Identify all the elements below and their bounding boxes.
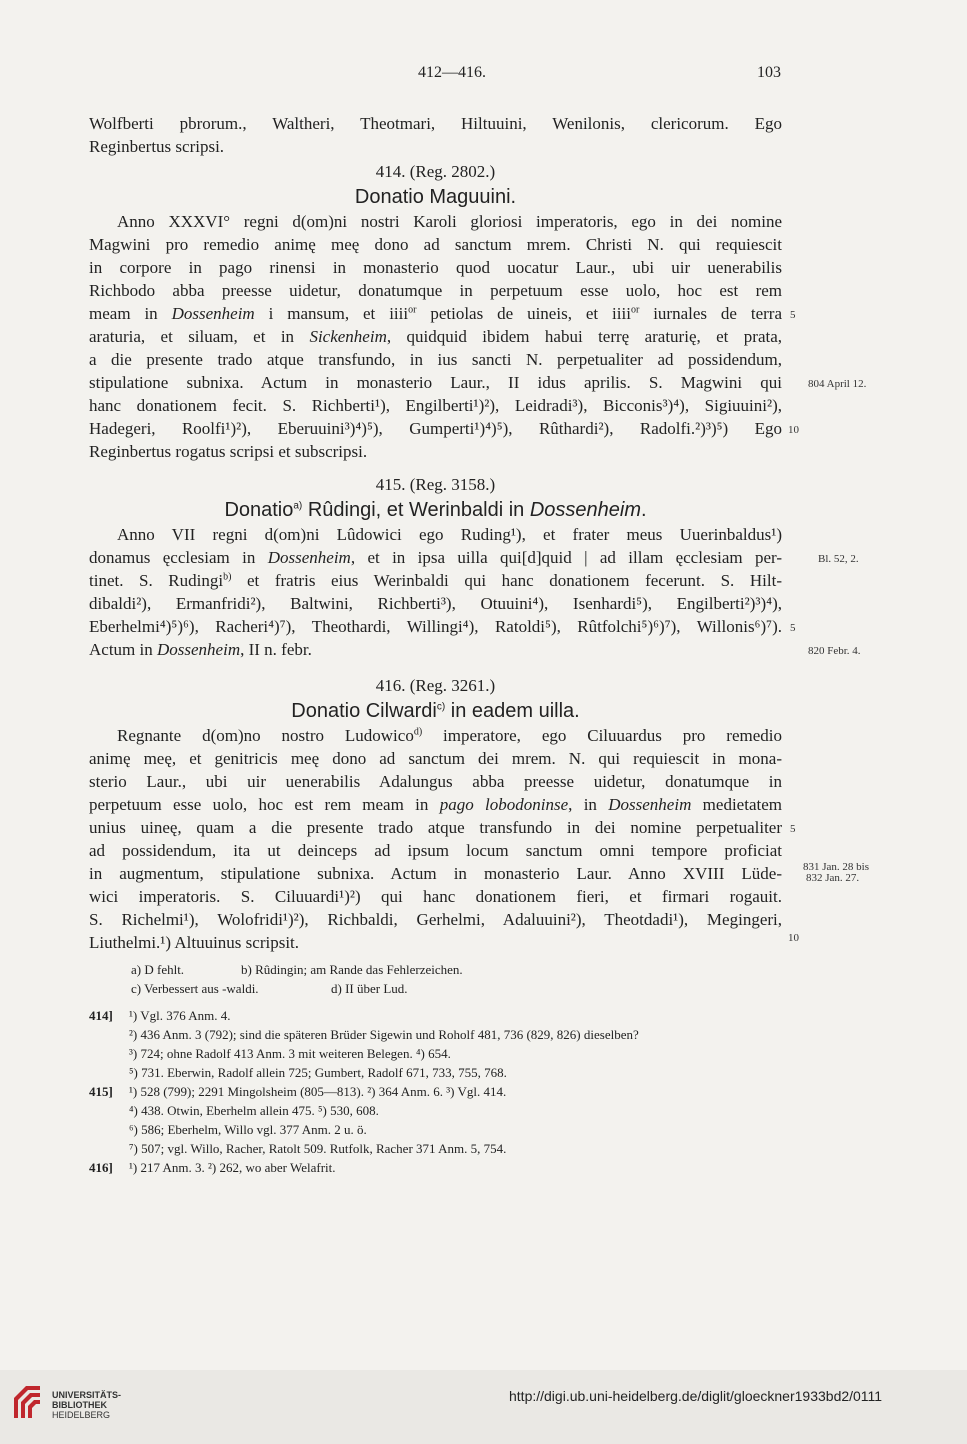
document-415: [89, 473, 782, 661]
note-line: [89, 1082, 789, 1101]
text-line: dibaldi²), Ermanfridi²), Baltwini, Richberti³), Otuuini⁴), Isenhardi⁵), Engilberti²)³)⁴),: [89, 594, 782, 613]
text-line: a die presente trado atque transfundo, in ius sancti N. perpetualiter ad possidendum,: [89, 350, 782, 369]
critical-apparatus: [89, 960, 789, 998]
note-line: [89, 1006, 789, 1025]
footer-bar: [0, 1370, 967, 1444]
apparatus-note: a) D fehlt.: [131, 962, 185, 977]
note-text: ⁵) 731. Eberwin, Radolf allein 725; Gumbert, Radolf 671, 733, 755, 768.: [129, 1065, 507, 1080]
margin-date: 832 Jan. 27.: [806, 872, 860, 884]
text-line: unius uineę, quam a die presente trado atque transfundo in dei nomine perpetualiter: [89, 818, 782, 837]
note-line: [89, 1044, 789, 1063]
margin-line-number: 5: [790, 823, 796, 835]
regest-number: 416. (Reg. 3261.): [375, 676, 496, 695]
note-line: [89, 1025, 789, 1044]
text-line: Regnante d(om)no nostro Ludowico$^{d)}$ imperatore, ego Ciluuardus pro remedio: [117, 726, 782, 745]
document-title: Donatio$^{a)}$ Rûdingi, et Werinbaldi in Dossenheim.: [224, 499, 647, 521]
header-range: 412—416.: [418, 64, 486, 81]
note-line: [89, 1063, 789, 1082]
note-text: ⁶) 586; Eberhelm, Willo vgl. 377 Anm. 2 u. ö.: [129, 1122, 367, 1137]
source-url-link[interactable]: http://digi.ub.uni-heidelberg.de/diglit/gloeckner1933bd2/0111: [509, 1388, 883, 1404]
note-text: ²) 436 Anm. 3 (792); sind die späteren Brüder Sigewin und Roholf 481, 736 (829, 826) dieselben?: [129, 1027, 639, 1042]
text-line: donamus ęcclesiam in Dossenheim, et in ipsa uilla qui[d]quid | ad illam ęcclesiam per-: [89, 548, 782, 567]
page-number: 103: [757, 64, 781, 81]
note-text: ⁴) 438. Otwin, Eberhelm allein 475. ⁵) 530, 608.: [129, 1103, 379, 1118]
note-text: ¹) Vgl. 376 Anm. 4.: [129, 1008, 231, 1023]
text-line: in corpore in pago rinensi in monasterio quod uocatur Laur., ubi uir uenerabilis: [89, 258, 782, 277]
document-414: [89, 160, 782, 463]
text-line: sterio Laur., ubi uir uenerabilis Adalungus abba preesse uidetur, donatumque in: [89, 772, 782, 791]
margin-line-number: 10: [788, 424, 799, 436]
text-line: Liuthelmi.¹) Altuuinus scripsit.: [89, 933, 300, 952]
margin-line-number: 5: [790, 309, 796, 321]
text-line: Eberhelmi⁴)⁵)⁶), Racheri⁴)⁷), Theothardi, Willingi⁴), Ratoldi⁵), Rûtfolchi⁵)⁶)⁷), Willonis⁶)⁷).: [89, 617, 782, 636]
apparatus-line: [89, 960, 789, 979]
apparatus-note: b) Rûdingin; am Rande das Fehlerzeichen.: [241, 962, 463, 977]
text-line: Actum in Dossenheim, II n. febr.: [89, 640, 312, 659]
note-label: 416]: [89, 1160, 113, 1175]
apparatus-note: c) Verbessert aus -waldi.: [131, 981, 259, 996]
margin-line-number: 10: [788, 932, 799, 944]
text-line: ad possidendum, ita ut deinceps ad ipsum locum sanctum omni tempore proficiat: [89, 841, 782, 860]
text-line: Reginbertus rogatus scripsi et subscripsi.: [89, 442, 368, 461]
text-line: S. Richelmi¹), Wolofridi¹)²), Richbaldi, Gerhelmi, Adaluuini²), Theotdadi¹), Megingeri,: [89, 910, 782, 929]
text-line: Richbodo abba preesse uidetur, donatumque in perpetuum esse uolo, hoc est rem: [89, 281, 782, 300]
margin-date: 820 Febr. 4.: [808, 645, 861, 657]
note-text: ¹) 528 (799); 2291 Mingolsheim (805—813). ²) 364 Anm. 6. ³) Vgl. 414.: [129, 1084, 507, 1099]
note-line: [89, 1158, 789, 1177]
text-line: hanc donationem fecit. S. Richberti¹), Engilberti¹)²), Leidradi³), Bicconis³)⁴), Sigiuuini²),: [89, 396, 782, 415]
margin-date: 831 Jan. 28 bis: [803, 861, 869, 873]
margin-date: 804 April 12.: [808, 378, 867, 390]
text-line: Anno XXXVI° regni d(om)ni nostri Karoli gloriosi imperatoris, ego in dei nomine: [117, 212, 782, 231]
text-line: in augmentum, stipulatione subnixa. Actum in monasterio Laur. Anno XVIII Lüde-: [89, 864, 782, 883]
document-title: Donatio Cilwardi$^{c)}$ in eadem uilla.: [291, 700, 580, 722]
apparatus-note: d) II über Lud.: [331, 981, 408, 996]
text-line: Wolfberti pbrorum., Waltheri, Theotmari, Hiltuuini, Wenilonis, clericorum. Ego: [89, 114, 782, 133]
text-line: Magwini pro remedio animę meę dono ad sanctum mrem. Christi N. qui requiescit: [89, 235, 782, 254]
text-line: tinet. S. Rudingi$^{b)}$ et fratris eius Werinbaldi qui hanc donationem fecerunt. S. Hilt-: [89, 571, 782, 590]
document-416: [89, 674, 782, 954]
regest-number: 414. (Reg. 2802.): [375, 162, 496, 181]
margin-line-number: 5: [790, 622, 796, 634]
library-name-line: UNIVERSITÄTS-: [52, 1390, 122, 1400]
text-line: Reginbertus scripsi.: [89, 137, 225, 156]
margin-folio: Bl. 52, 2.: [818, 553, 859, 565]
text-line: animę meę, et genitricis meę dono ad sanctum dei mrem. N. qui requiescit in mona-: [89, 749, 782, 768]
text-line: perpetuum esse uolo, hoc est rem meam in pago lobodoninse, in Dossenheim medietatem: [89, 795, 782, 814]
note-text: ³) 724; ohne Radolf 413 Anm. 3 mit weiteren Belegen. ⁴) 654.: [129, 1046, 451, 1061]
note-text: ⁷) 507; vgl. Willo, Racher, Ratolt 509. Rutfolk, Racher 371 Anm. 5, 754.: [129, 1141, 507, 1156]
text-line: Anno VII regni d(om)ni Lûdowici ego Ruding¹), et frater meus Uuerinbaldus¹): [117, 525, 782, 544]
text-line: araturia, et siluam, et in Sickenheim, quidquid ibidem habui terrę araturię, et prata,: [89, 327, 783, 346]
library-name-line: BIBLIOTHEK: [52, 1400, 107, 1410]
text-line: wici imperatoris. S. Ciluuardi¹)²) qui hanc donationem fieri, et firmari rogauit.: [89, 887, 782, 906]
note-line: [89, 1101, 789, 1120]
note-label: 415]: [89, 1084, 113, 1099]
text-line: meam in Dossenheim i mansum, et iiii$^{or}$ petiolas de uineis, et iiii$^{or}$ iurnales de terra: [89, 304, 783, 323]
note-text: ¹) 217 Anm. 3. ²) 262, wo aber Welafrit.: [129, 1160, 336, 1175]
text-line: Hadegeri, Roolfi¹)²), Eberuuini³)⁴)⁵), Gumperti¹)⁴)⁵), Rûthardi²), Radolfi.²)³)⁵) Ego: [89, 419, 782, 438]
note-line: [89, 1120, 789, 1139]
historical-notes: [89, 1006, 789, 1177]
library-logo-icon: [12, 1384, 42, 1420]
note-label: 414]: [89, 1008, 113, 1023]
top-lines: [89, 112, 782, 158]
library-name-line: HEIDELBERG: [52, 1410, 111, 1420]
regest-number: 415. (Reg. 3158.): [375, 475, 496, 494]
text-line: stipulatione subnixa. Actum in monasterio Laur., II idus aprilis. S. Magwini qui: [89, 373, 782, 392]
note-line: [89, 1139, 789, 1158]
document-title: Donatio Maguuini.: [354, 186, 517, 208]
apparatus-line: [89, 979, 789, 998]
library-name: [52, 1390, 121, 1420]
